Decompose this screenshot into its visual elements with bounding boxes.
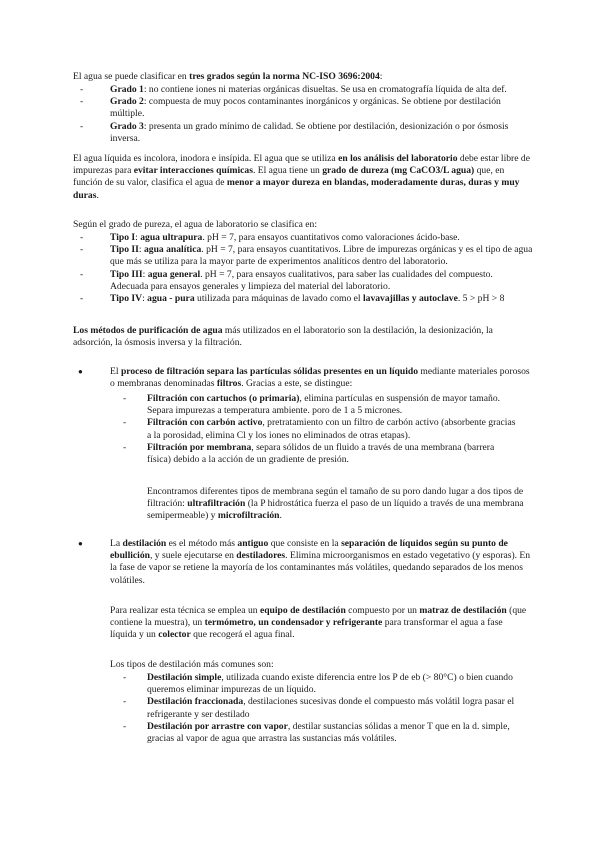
grade-item: - Grado 2: compuesta de muy pocos contaminantes inorgánicos y orgánicas. Se obtiene por destilación múltiple. <box>73 96 533 120</box>
purity-intro: Según el grado de pureza, el agua de laboratorio se clasifica en: <box>73 219 317 230</box>
water-types-list <box>73 232 533 305</box>
purification-methods-paragraph: Los métodos de purificación de agua más utilizados en el laboratorio son la destilación, la desionización, la adsorción, la ósmosis inversa y la filtración. <box>73 325 493 349</box>
bold-text: menor a mayor dureza en blandas, moderadamente duras, duras y muy duras <box>73 177 520 201</box>
filtration-type-item: - Filtración con cartuchos (o primaria), elimina partículas en suspensión de mayor tamaño. Separa impurezas a temperatura ambiente. poro de 1 a 5 micrones. <box>110 393 520 417</box>
bold-text: Tipo I <box>110 232 136 243</box>
bold-text: Grado 2 <box>110 96 144 108</box>
bold-text: Filtración con cartuchos (o primaria) <box>147 393 300 404</box>
distillation-bullet <box>73 538 533 587</box>
distillation-type-item: - Destilación por arrastre con vapor, destilar sustancias sólidas a menor T que en la d. simple, gracias al vapor de agua que arrastra las sustancias más volátiles. <box>110 721 530 745</box>
intro-paragraph: El agua se puede clasificar en tres grados según la norma NC-ISO 3696:2004: <box>73 71 383 82</box>
bold-text: Grado 3 <box>110 120 144 132</box>
bold-text: Tipo III <box>110 268 143 280</box>
bold-text: antiguo <box>237 538 269 549</box>
bold-text: destiladores <box>236 550 286 562</box>
distillation-type-item: - Destilación simple, utilizada cuando existe diferencia entre los P de eb (> 80°C) o bien cuando queremos eliminar impurezas de un líquido. <box>110 672 530 696</box>
bold-text: tres grados según la norma NC-ISO 3696:2004 <box>189 71 380 82</box>
distillation-types-intro: Los tipos de destilación más comunes son: <box>110 659 274 670</box>
bold-text: en los análisis del laboratorio <box>338 153 458 164</box>
filtration-type-item: - Filtración con carbón activo, pretratamiento con un filtro de carbón activo (absorbente gracias a la porosidad, elimina Cl y los iones no eliminados de otras etapas). <box>110 417 520 441</box>
grade-item: - Grado 1: no contiene iones ni materias orgánicas disueltas. Se usa en cromatografía líquida de alta def. <box>73 84 533 96</box>
membrane-paragraph: Encontramos diferentes tipos de membrana según el tamaño de su poro dando lugar a dos tipos de filtración: ultrafiltración (la P hidrostática fuerza el paso de un líquido a través de una membrana semipermeable) y microfiltración. <box>147 486 524 522</box>
bold-text: termómetro, un condensador y refrigerante <box>204 617 383 629</box>
bold-text: agua - pura <box>147 293 195 305</box>
distillation-text: La destilación es el método más antiguo que consiste en la separación de líquidos según su punto de ebullición, y suele ejecutarse en destiladores. Elimina microorganismos en estado vegetativo (y esporas). En la fase de vapor se retiene la mayoría de los contaminantes más volátiles, quedando separados de los menos volátiles. <box>110 538 531 586</box>
grade-item: - Grado 3: presenta un grado mínimo de calidad. Se obtiene por destilación, desionización o por ósmosis inversa. <box>73 121 533 145</box>
bold-text: destilación <box>122 538 167 549</box>
bold-text: agua ultrapura <box>140 232 203 243</box>
bold-text: evitar interacciones químicas <box>133 165 253 177</box>
bold-text: Grado 1 <box>110 84 144 95</box>
water-type-item: - Tipo I: agua ultrapura. pH = 7, para ensayos cuantitativos como valoraciones ácido-base. <box>73 232 533 244</box>
bold-text: Filtración por membrana <box>147 441 252 453</box>
bold-text: separación de líquidos según su punto de ebullición <box>110 538 508 562</box>
bold-text: ultrafiltración <box>187 498 246 510</box>
bold-text: Destilación fraccionada <box>147 696 244 708</box>
bold-text: colector <box>158 629 191 641</box>
distillation-equipment-paragraph: Para realizar esta técnica se emplea un equipo de destilación compuesto por un matraz de destilación (que contiene la muestra), un termómetro, un condensador y refrigerante para transformar el agua a fase líquida y un colector que recogerá el agua final. <box>110 605 527 641</box>
filtration-text: El proceso de filtración separa las partículas sólidas presentes en un líquido mediante materiales porosos o membranas denominadas filtros. Gracias a este, se distingue: <box>110 366 530 390</box>
bold-text: Destilación simple <box>147 672 222 683</box>
bold-text: microfiltración <box>217 510 280 522</box>
bold-text: Los métodos de purificación de agua <box>73 325 223 336</box>
bold-text: lavavajillas y autoclave <box>362 293 458 305</box>
filtration-type-item: - Filtración por membrana, separa sólidos de un fluido a través de una membrana (barrera física) debido a la acción de un gradiente de presión. <box>110 442 520 466</box>
filtration-types-list <box>110 393 520 466</box>
distillation-item <box>73 538 533 587</box>
bold-text: equipo de destilación <box>259 605 346 616</box>
water-type-item: - Tipo III: agua general. pH = 7, para ensayos cualitativos, para saber las cualidades del compuesto. Adecuada para ensayos generales y limpieza del material del laboratorio. <box>73 269 533 293</box>
bold-text: agua analítica <box>143 244 202 256</box>
bold-text: agua general <box>147 268 201 280</box>
distillation-type-item: - Destilación fraccionada, destilaciones sucesivas donde el compuesto más volátil logra pasar el refrigerante y ser destilado <box>110 696 530 720</box>
bold-text: matraz de destilación <box>419 605 507 616</box>
water-type-item: - Tipo II: agua analítica. pH = 7, para ensayos cuantitativos. Libre de impurezas orgánicas y es el tipo de agua que más se utiliza para la mayor parte de experimentos analíticos dentro del laboratorio. <box>73 244 533 268</box>
filtration-item <box>73 366 533 390</box>
bold-text: Destilación por arrastre con vapor <box>147 720 288 732</box>
water-type-item: - Tipo IV: agua - pura utilizada para máquinas de lavado como el lavavajillas y autoclave. 5 > pH > 8 <box>73 293 533 305</box>
liquid-water-paragraph: El agua líquida es incolora, inodora e insípida. El agua que se utiliza en los análisis del laboratorio debe estar libre de impurezas para evitar interacciones químicas. El agua tiene un grado de dureza (mg CaCO3/L agua) que, en función de su valor, clasifica el agua de menor a mayor dureza en blandas, moderadamente duras, duras y muy duras. <box>73 153 530 201</box>
bold-text: grado de dureza (mg CaCO3/L agua) <box>322 165 475 177</box>
filtration-bullet <box>73 366 533 390</box>
grades-list <box>73 84 533 145</box>
bold-text: Tipo II <box>110 244 139 256</box>
bold-text: Filtración con carbón activo <box>147 417 263 429</box>
bold-text: filtros <box>216 378 242 390</box>
bold-text: Tipo IV <box>110 293 143 305</box>
bold-text: proceso de filtración separa las partículas sólidas presentes en un líquido <box>120 366 419 377</box>
distillation-types-list <box>110 672 530 745</box>
